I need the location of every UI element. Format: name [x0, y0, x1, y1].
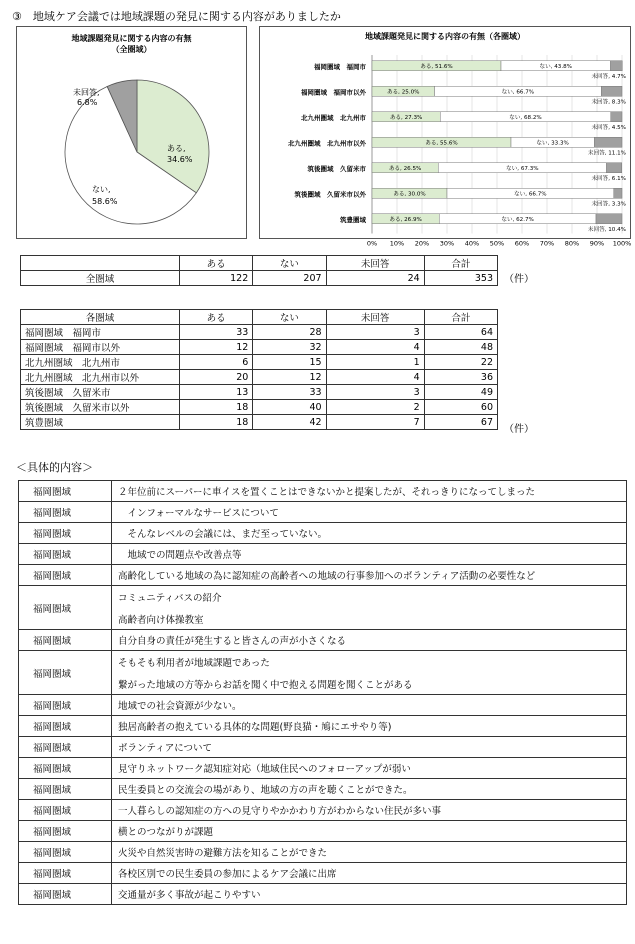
detail-line: 交通量が多く事故が起こりやすい: [118, 890, 261, 901]
table-cell: 3: [326, 385, 424, 400]
table-cell: 24: [326, 271, 424, 286]
detail-line: ボランティアについて: [118, 743, 213, 754]
x-tick-label: 60%: [514, 239, 530, 248]
bar-data-label: ある, 25.0%: [386, 89, 420, 96]
table1-unit: （件）: [504, 274, 534, 285]
bar-未回答: [611, 112, 622, 122]
detail-line: 自分自身の責任が発生すると皆さんの声が小さくなる: [118, 636, 347, 647]
table-row: [21, 415, 498, 430]
detail-content: [112, 481, 627, 502]
region-table: [20, 309, 498, 430]
x-tick-label: 90%: [589, 239, 605, 248]
table-cell: 122: [180, 271, 253, 286]
detail-area: 福岡圏域: [19, 884, 112, 905]
pie-chart: [17, 57, 246, 237]
detail-content: [112, 758, 627, 779]
detail-area: 福岡圏域: [19, 651, 112, 695]
bar-data-label: 未回答, 11.1%: [587, 150, 626, 157]
table-header: 未回答: [326, 256, 424, 271]
detail-line: そんなレベルの会議には、まだ至っていない。: [118, 529, 328, 540]
table-cell: 28: [253, 325, 326, 340]
list-item: [19, 884, 627, 905]
list-item: [19, 630, 627, 651]
list-item: [19, 779, 627, 800]
detail-content: [112, 630, 627, 651]
table-cell: 32: [253, 340, 326, 355]
pie-label-nai-pct: 58.6%: [92, 197, 118, 206]
bar-data-label: 未回答, 8.3%: [591, 99, 626, 106]
table-cell: 15: [253, 355, 326, 370]
table-header: 合計: [424, 310, 497, 325]
table-cell: 22: [424, 355, 497, 370]
detail-line: そもそも利用者が地域課題であった: [118, 657, 270, 669]
table-cell: 6: [180, 355, 253, 370]
x-tick-label: 50%: [489, 239, 505, 248]
detail-line: 地域での問題点や改善点等: [118, 550, 242, 561]
bar-chart-title: 地域課題発見に関する内容の有無（各圏域）: [365, 32, 525, 41]
table-cell: 13: [180, 385, 253, 400]
detail-line: 高齢化している地域の為に認知症の高齢者への地域の行事参加へのボランティア活動の必要性など: [118, 571, 536, 582]
table-header: ある: [180, 256, 253, 271]
table-cell: 353: [424, 271, 497, 286]
bar-未回答: [611, 61, 623, 71]
x-tick-label: 70%: [539, 239, 555, 248]
table-row: [21, 340, 498, 355]
table2-unit: （件）: [504, 424, 534, 435]
bar-未回答: [614, 188, 622, 198]
detail-area: 福岡圏域: [19, 737, 112, 758]
table-header: 合計: [424, 256, 497, 271]
table-cell: 67: [424, 415, 497, 430]
detail-line: 横とのつながりが課題: [118, 827, 214, 838]
table-cell: 12: [253, 370, 326, 385]
detail-area: 福岡圏域: [19, 758, 112, 779]
bar-data-label: ない, 62.7%: [501, 216, 534, 223]
detail-line: ２年位前にスーパーに車イスを置くことはできないかと提案したが、それっきりになってしまった: [118, 487, 535, 498]
table-cell: 12: [180, 340, 253, 355]
list-item: [19, 716, 627, 737]
pie-label-mikaitou: 未回答,: [73, 88, 100, 97]
category-label: 筑豊圏域: [340, 215, 366, 224]
bar-data-label: 未回答, 3.3%: [591, 201, 626, 208]
detail-line: 繋がった地域の方等からお話を聞く中で抱える問題を聞くことがある: [118, 679, 413, 691]
table-cell: 42: [253, 415, 326, 430]
x-tick-label: 20%: [414, 239, 430, 248]
detail-area: 福岡圏域: [19, 481, 112, 502]
detail-area: 福岡圏域: [19, 544, 112, 565]
list-item: [19, 651, 627, 695]
table-cell: 筑後圏域 久留米市以外: [21, 400, 180, 415]
detail-area: 福岡圏域: [19, 630, 112, 651]
list-item: [19, 544, 627, 565]
bar-data-label: 未回答, 6.1%: [591, 175, 626, 182]
detail-area: 福岡圏域: [19, 695, 112, 716]
table-header: 未回答: [326, 310, 424, 325]
table-cell: 20: [180, 370, 253, 385]
pie-chart-panel: [16, 26, 247, 239]
bar-data-label: ない, 68.2%: [509, 114, 542, 121]
table-header: ある: [180, 310, 253, 325]
category-label: 福岡圏域 福岡市以外: [301, 88, 366, 97]
table-cell: 3: [326, 325, 424, 340]
detail-content: [112, 565, 627, 586]
detail-line: 各校区別での民生委員の参加によるケア会議に出席: [118, 869, 337, 880]
x-tick-label: 0%: [366, 239, 378, 248]
detail-line: 高齢者向け体操教室: [118, 614, 204, 626]
table-header-row: [21, 256, 498, 271]
detail-line: 一人暮らしの認知症の方への見守りやかかわり方がわからない住民が多い事: [118, 806, 442, 817]
x-tick-label: 30%: [439, 239, 455, 248]
detail-line: コミュニティバスの紹介: [118, 592, 222, 604]
bar-chart: [260, 37, 632, 248]
detail-content: [112, 842, 627, 863]
bar-data-label: ある, 30.0%: [393, 191, 426, 198]
table-row: [21, 355, 498, 370]
detail-area: 福岡圏域: [19, 716, 112, 737]
category-label: 筑後圏域 久留米市以外: [294, 190, 366, 199]
pie-chart-subtitle: （全圏域）: [111, 45, 152, 54]
bar-data-label: ある, 26.9%: [389, 216, 422, 223]
detail-content: [112, 884, 627, 905]
table-cell: 36: [424, 370, 497, 385]
table-cell: 筑豊圏域: [21, 415, 180, 430]
table-cell: 40: [253, 400, 326, 415]
detail-content: [112, 586, 627, 630]
table-cell: 48: [424, 340, 497, 355]
x-tick-label: 40%: [464, 239, 480, 248]
bar-data-label: ある, 26.5%: [388, 165, 422, 172]
detail-line: 地域での社会資源が少ない。: [118, 701, 242, 712]
table-cell: 4: [326, 340, 424, 355]
list-item: [19, 695, 627, 716]
table-row: [21, 325, 498, 340]
table-cell: 4: [326, 370, 424, 385]
detail-content: [112, 737, 627, 758]
detail-area: 福岡圏域: [19, 523, 112, 544]
detail-content: [112, 523, 627, 544]
list-item: [19, 586, 627, 630]
detail-line: 独居高齢者の抱えている具体的な問題(野良猫・鳩にエサやり等): [118, 722, 392, 733]
x-tick-label: 100%: [612, 239, 632, 248]
table-cell: 1: [326, 355, 424, 370]
list-item: [19, 842, 627, 863]
bar-data-label: ない, 66.7%: [514, 191, 547, 198]
table-cell: 福岡圏域 福岡市: [21, 325, 180, 340]
section-heading: ③ 地域ケア会議では地域課題の発見に関する内容がありましたか: [12, 10, 341, 23]
bar-data-label: 未回答, 4.7%: [591, 73, 626, 80]
bar-data-label: ある, 27.3%: [389, 114, 423, 121]
detail-content: [112, 821, 627, 842]
list-item: [19, 502, 627, 523]
table-row: [21, 400, 498, 415]
detail-line: 見守りネットワーク認知症対応（地域住民へのフォローアップが弱い: [118, 764, 411, 775]
list-item: [19, 863, 627, 884]
list-item: [19, 523, 627, 544]
bar-未回答: [594, 137, 622, 147]
table-cell: 49: [424, 385, 497, 400]
detail-content: [112, 863, 627, 884]
table-cell: 207: [253, 271, 326, 286]
table-header: [21, 256, 180, 271]
detail-content: [112, 779, 627, 800]
table-row: [21, 271, 498, 286]
detail-area: 福岡圏域: [19, 779, 112, 800]
pie-label-aru: ある,: [167, 144, 186, 153]
list-item: [19, 800, 627, 821]
detail-area: 福岡圏域: [19, 586, 112, 630]
bar-未回答: [596, 214, 622, 224]
summary-table: [20, 255, 498, 286]
x-tick-label: 10%: [389, 239, 405, 248]
pie-label-nai: ない,: [92, 185, 111, 194]
table-cell: 筑後圏域 久留米市: [21, 385, 180, 400]
list-item: [19, 737, 627, 758]
table-cell: 33: [253, 385, 326, 400]
table-cell: 18: [180, 415, 253, 430]
table-header-row: [21, 310, 498, 325]
table-row: [21, 385, 498, 400]
table-cell: 33: [180, 325, 253, 340]
detail-area: 福岡圏域: [19, 502, 112, 523]
detail-line: インフォーマルなサービスについて: [118, 508, 279, 519]
detail-line: 火災や自然災害時の避難方法を知ることができた: [118, 848, 328, 859]
category-label: 北九州圏域 北九州市以外: [288, 139, 366, 148]
table-cell: 60: [424, 400, 497, 415]
table-header: 各圏域: [21, 310, 180, 325]
category-label: 北九州圏域 北九州市: [301, 113, 366, 122]
detail-content: [112, 800, 627, 821]
bar-data-label: ない, 67.3%: [506, 165, 539, 172]
detail-area: 福岡圏域: [19, 842, 112, 863]
category-label: 筑後圏域 久留米市: [307, 164, 366, 173]
table-cell: 18: [180, 400, 253, 415]
detail-content: [112, 651, 627, 695]
bar-data-label: ある, 55.6%: [425, 140, 458, 147]
bar-data-label: 未回答, 4.5%: [591, 124, 626, 131]
bar-data-label: 未回答, 10.4%: [587, 226, 626, 233]
table-cell: 7: [326, 415, 424, 430]
table-row: [21, 370, 498, 385]
bar-data-label: ない, 66.7%: [501, 89, 535, 96]
x-tick-label: 80%: [564, 239, 580, 248]
bar-data-label: ある, 51.6%: [420, 63, 453, 70]
table-cell: 北九州圏域 北九州市: [21, 355, 180, 370]
detail-line: 民生委員との交流会の場があり、地域の方の声を聴くことができた。: [118, 785, 413, 796]
table-header: ない: [253, 256, 326, 271]
table-cell: 北九州圏域 北九州市以外: [21, 370, 180, 385]
bar-data-label: ない, 43.8%: [539, 63, 573, 70]
detail-content: [112, 502, 627, 523]
pie-chart-title: 地域課題発見に関する内容の有無: [71, 34, 192, 43]
table-cell: 福岡圏域 福岡市以外: [21, 340, 180, 355]
bar-data-label: ない, 33.3%: [536, 140, 569, 147]
table-cell: 64: [424, 325, 497, 340]
detail-area: 福岡圏域: [19, 800, 112, 821]
table-cell: 全圏域: [21, 271, 180, 286]
bar-未回答: [607, 163, 622, 173]
detail-content: [112, 544, 627, 565]
list-item: [19, 758, 627, 779]
detail-content: [112, 695, 627, 716]
table-cell: 2: [326, 400, 424, 415]
list-item: [19, 821, 627, 842]
bar-chart-panel: [259, 26, 632, 248]
detail-area: 福岡圏域: [19, 863, 112, 884]
bar-未回答: [601, 86, 622, 96]
list-item: [19, 481, 627, 502]
detail-area: 福岡圏域: [19, 821, 112, 842]
detail-area: 福岡圏域: [19, 565, 112, 586]
list-item: [19, 565, 627, 586]
pie-label-aru-pct: 34.6%: [167, 155, 193, 164]
category-label: 福岡圏域 福岡市: [314, 62, 366, 71]
details-title: ＜具体的内容＞: [16, 461, 93, 474]
detail-content: [112, 716, 627, 737]
pie-label-mikaitou-pct: 6.8%: [77, 98, 98, 107]
table-header: ない: [253, 310, 326, 325]
details-table: [18, 480, 627, 905]
